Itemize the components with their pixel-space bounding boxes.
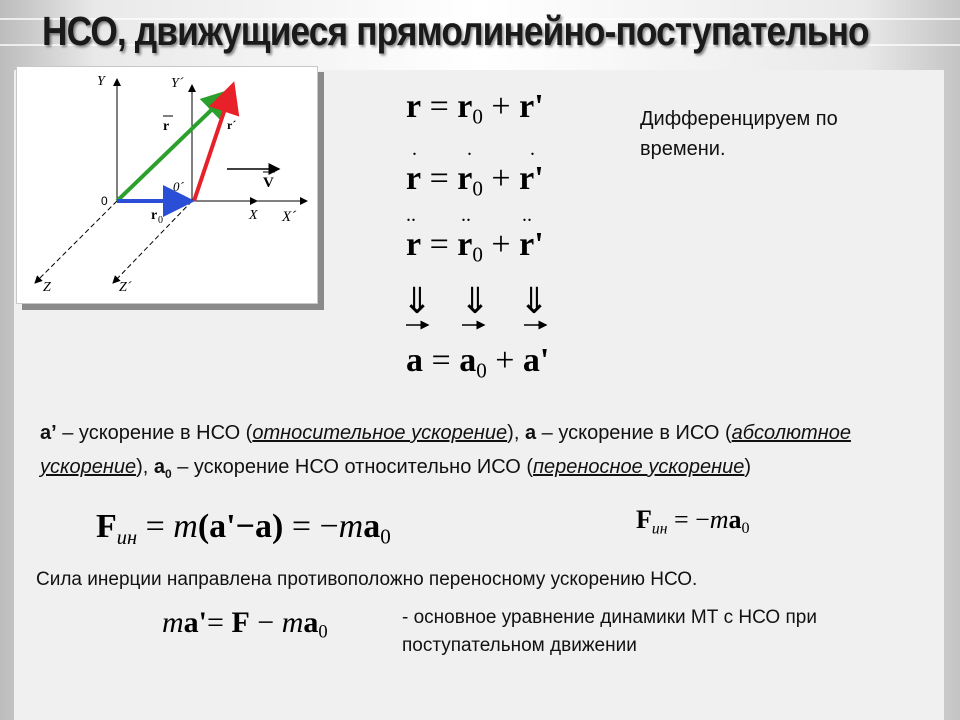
implies-arrow-3: ⇓ <box>519 281 550 322</box>
transport-acceleration-term: переносное ускорение <box>533 456 745 478</box>
label-r-prime: r´ <box>227 118 237 132</box>
absolute-acceleration-term: абсолютное ускорение <box>40 422 851 478</box>
label-r0: r <box>151 208 158 223</box>
axis-z <box>35 201 117 283</box>
a0-symbol: $a_0$ <box>153 456 172 481</box>
acceleration-explanation <box>40 416 920 491</box>
inertia-force-formula-short: $F_{ин} = -ma_0$ <box>636 505 750 538</box>
a-prime-symbol: a’ <box>40 422 57 444</box>
label-x: X <box>249 208 258 223</box>
label-origin: 0 <box>101 194 108 208</box>
slide-title: НСО, движущиеся прямолинейно-поступательно <box>42 8 869 54</box>
label-r0-sub: 0 <box>158 215 163 226</box>
main-equation-note: - основное уравнение динамики МТ с НСО при поступательном движении <box>402 607 817 656</box>
equation-accel-r: $r = r_0 + r'$ <box>406 226 544 267</box>
relative-acceleration-term: относительное ускорение <box>252 422 508 444</box>
coordinate-diagram <box>16 66 318 304</box>
text-part: ) <box>744 456 752 478</box>
diagram-svg <box>17 67 317 303</box>
vector-arrows <box>400 318 560 332</box>
text-part: – ускорение в ИСО ( <box>536 422 732 444</box>
equation-r: $r = r_0 + r'$ <box>406 88 544 129</box>
label-r: r <box>163 119 170 134</box>
label-y-prime: Y´ <box>171 76 184 91</box>
label-x-prime: X´ <box>282 209 297 225</box>
label-z: Z <box>43 280 51 295</box>
dot-rp-2: .. <box>522 204 532 226</box>
inertia-direction-note: Сила инерции направлена противоположно переносному ускорению НСО. <box>36 569 698 590</box>
label-y: Y <box>97 74 105 89</box>
text-part: – ускорение НСО относительно ИСО ( <box>171 456 534 478</box>
label-v: V <box>263 175 274 191</box>
main-dynamics-equation: $ma'= F - ma_0$ <box>162 606 328 643</box>
dot-r0-1: . <box>467 138 472 160</box>
equation-v: $r = r_0 + r'$ <box>406 160 544 201</box>
text-part: ), <box>136 456 154 478</box>
label-origin-prime: 0´ <box>173 179 184 194</box>
text-part: ), <box>507 422 525 444</box>
dot-r-2: .. <box>406 204 416 226</box>
implies-arrow-1: ⇓ <box>402 281 433 322</box>
text-part: – ускорение в НСО ( <box>56 422 253 444</box>
label-z-prime: Z´ <box>119 280 132 295</box>
dot-rp-1: . <box>530 138 535 160</box>
vector-r-prime <box>194 85 233 201</box>
dot-r0-2: .. <box>461 204 471 226</box>
dot-r-1: . <box>412 138 417 160</box>
equation-a: $a = a_0 + a'$ <box>406 342 550 383</box>
a-symbol: a <box>524 422 537 444</box>
implies-arrow-2: ⇓ <box>460 281 491 322</box>
inertia-force-formula-full: $F_{ин} = m(a'-a) = -ma_0$ <box>96 508 391 550</box>
differentiate-note: Дифференцируем по времени. <box>640 108 838 160</box>
